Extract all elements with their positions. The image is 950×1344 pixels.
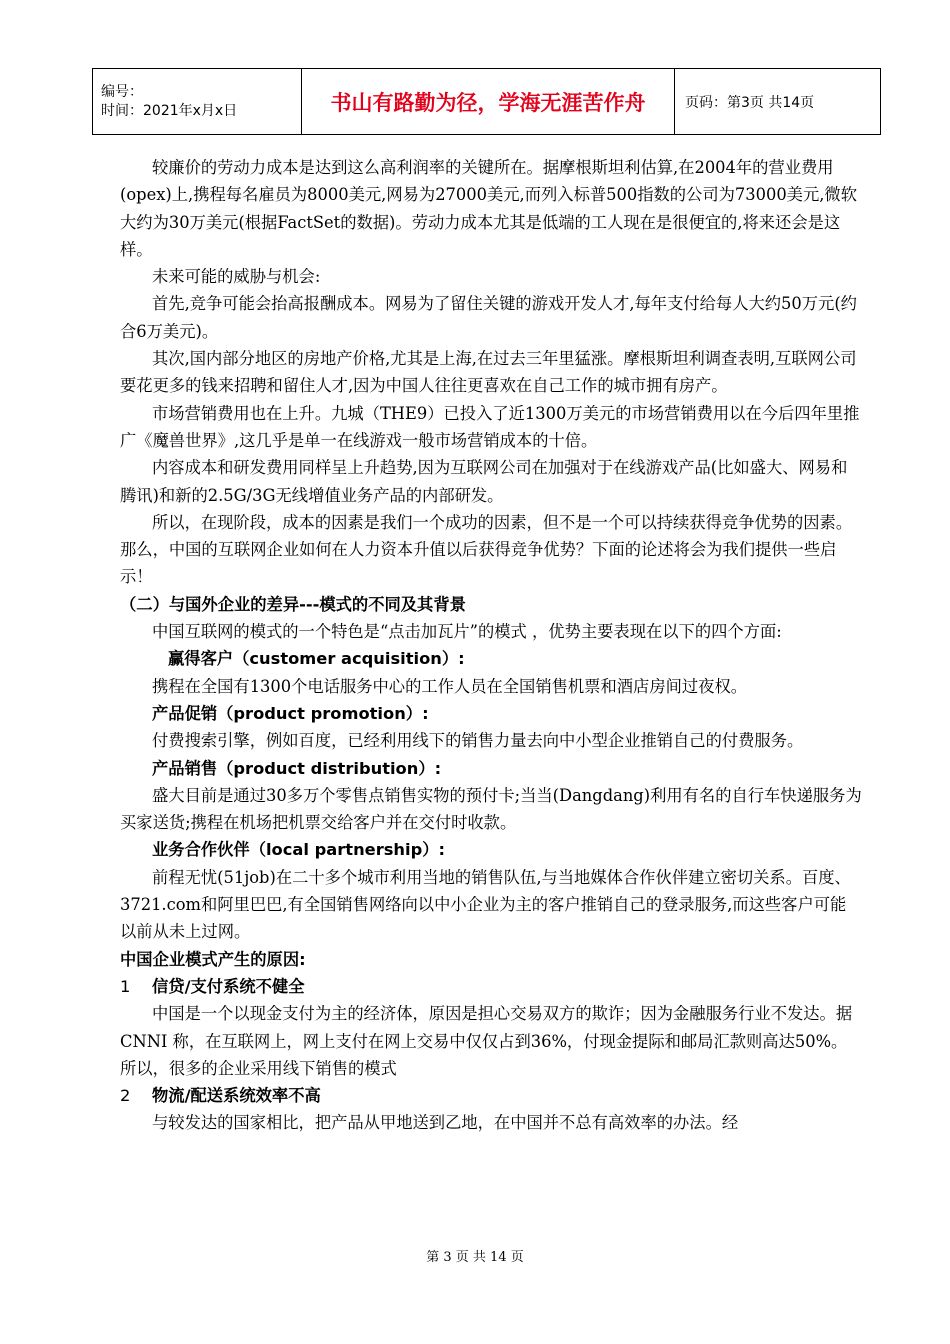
page-footer: 第 3 页 共 14 页 [426, 1250, 524, 1265]
body-paragraph: 首先,竞争可能会抬高报酬成本。网易为了留住关键的游戏开发人才,每年支付给每人大约50万元(约合6万美元)。 [120, 294, 857, 341]
section-heading: （二）与国外企业的差异---模式的不同及其背景 [120, 594, 466, 614]
section-heading: 中国企业模式产生的原因: [120, 949, 306, 969]
body-paragraph: 市场营销费用也在上升。九城（THE9）已投入了近1300万美元的市场营销费用以在今后四年里推广《魔兽世界》,这几乎是单一在线游戏一般市场营销成本的十倍。 [120, 403, 860, 450]
body-paragraph: 前程无忧(51job)在二十多个城市利用当地的销售队伍,与当地媒体合作伙伴建立密切关系。百度、3721.com和阿里巴巴,有全国销售网络向以中小企业为主的客户推销自己的登录服务,而这些客户可能以前从未上过网。 [120, 867, 851, 942]
header-motto: 书山有路勤为径，学海无涯苦作舟 [302, 69, 675, 135]
numbered-heading [120, 973, 862, 1000]
body-paragraph: 与较发达的国家相比，把产品从甲地送到乙地，在中国并不总有高效率的办法。经 [152, 1113, 739, 1133]
body-paragraph: 内容成本和研发费用同样呈上升趋势,因为互联网公司在加强对于在线游戏产品(比如盛大、网易和腾讯)和新的2.5G/3G无线增值业务产品的内部研发。 [120, 458, 848, 505]
body-paragraph: 携程在全国有1300个电话服务中心的工作人员在全国销售机票和酒店房间过夜权。 [152, 676, 748, 696]
header-page-label: 页码：第3页 共14页 [675, 69, 881, 135]
body-paragraph: 其次,国内部分地区的房地产价格,尤其是上海,在过去三年里猛涨。摩根斯坦利调查表明,互联网公司要花更多的钱来招聘和留住人才,因为中国人往往更喜欢在自己工作的城市拥有房产。 [120, 349, 857, 396]
body-paragraph: 所以，在现阶段，成本的因素是我们一个成功的因素，但不是一个可以持续获得竞争优势的因素。那么，中国的互联网企业如何在人力资本升值以后获得竞争优势？下面的论述将会为我们提供一些启示！ [120, 512, 853, 587]
body-paragraph: 盛大目前是通过30多万个零售点销售实物的预付卡;当当(Dangdang)利用有名的自行车快递服务为买家送货;携程在机场把机票交给客户并在交付时收款。 [120, 785, 862, 833]
document-time-label: 时间：2021年x月x日 [101, 102, 238, 119]
body-paragraph: 未来可能的威胁与机会: [152, 267, 321, 287]
document-number-label: 编号： [101, 83, 143, 100]
document-body [120, 154, 862, 1137]
header-table [92, 68, 881, 135]
section-heading: 赢得客户（customer acquisition）: [168, 649, 465, 669]
heading-text: 物流/配送系统效率不高 [152, 1086, 321, 1106]
heading-text: 信贷/支付系统不健全 [152, 976, 305, 996]
heading-number: 2 [120, 1086, 131, 1106]
section-heading: 产品促销（product promotion）: [152, 703, 429, 723]
numbered-heading [120, 1082, 862, 1109]
body-paragraph: 中国是一个以现金支付为主的经济体，原因是担心交易双方的欺诈；因为金融服务行业不发达。据CNNI 称，在互联网上，网上支付在网上交易中仅仅占到36%，付现金提际和邮局汇款则高达50%。所以，很多的企业采用线下销售的模式 [120, 1004, 853, 1078]
heading-number: 1 [120, 976, 131, 996]
body-paragraph: 中国互联网的模式的一个特色是“点击加瓦片”的模式 ，优势主要表现在以下的四个方面: [152, 622, 782, 642]
body-paragraph: 付费搜索引擎，例如百度，已经利用线下的销售力量去向中小型企业推销自己的付费服务。 [152, 731, 804, 751]
body-paragraph: 较廉价的劳动力成本是达到这么高利润率的关键所在。据摩根斯坦利估算,在2004年的营业费用(opex)上,携程每名雇员为8000美元,网易为27000美元,而列入标普500指数的公司为73000美元,微软大约为30万美元(根据FactSet的数据)。劳动力成本尤其是低端的工人现在是很便宜的,将来还会是这样。 [120, 158, 857, 259]
section-heading: 业务合作伙伴（local partnership）: [152, 840, 446, 860]
header-left-cell [93, 69, 302, 135]
section-heading: 产品销售（product distribution）: [152, 758, 442, 778]
